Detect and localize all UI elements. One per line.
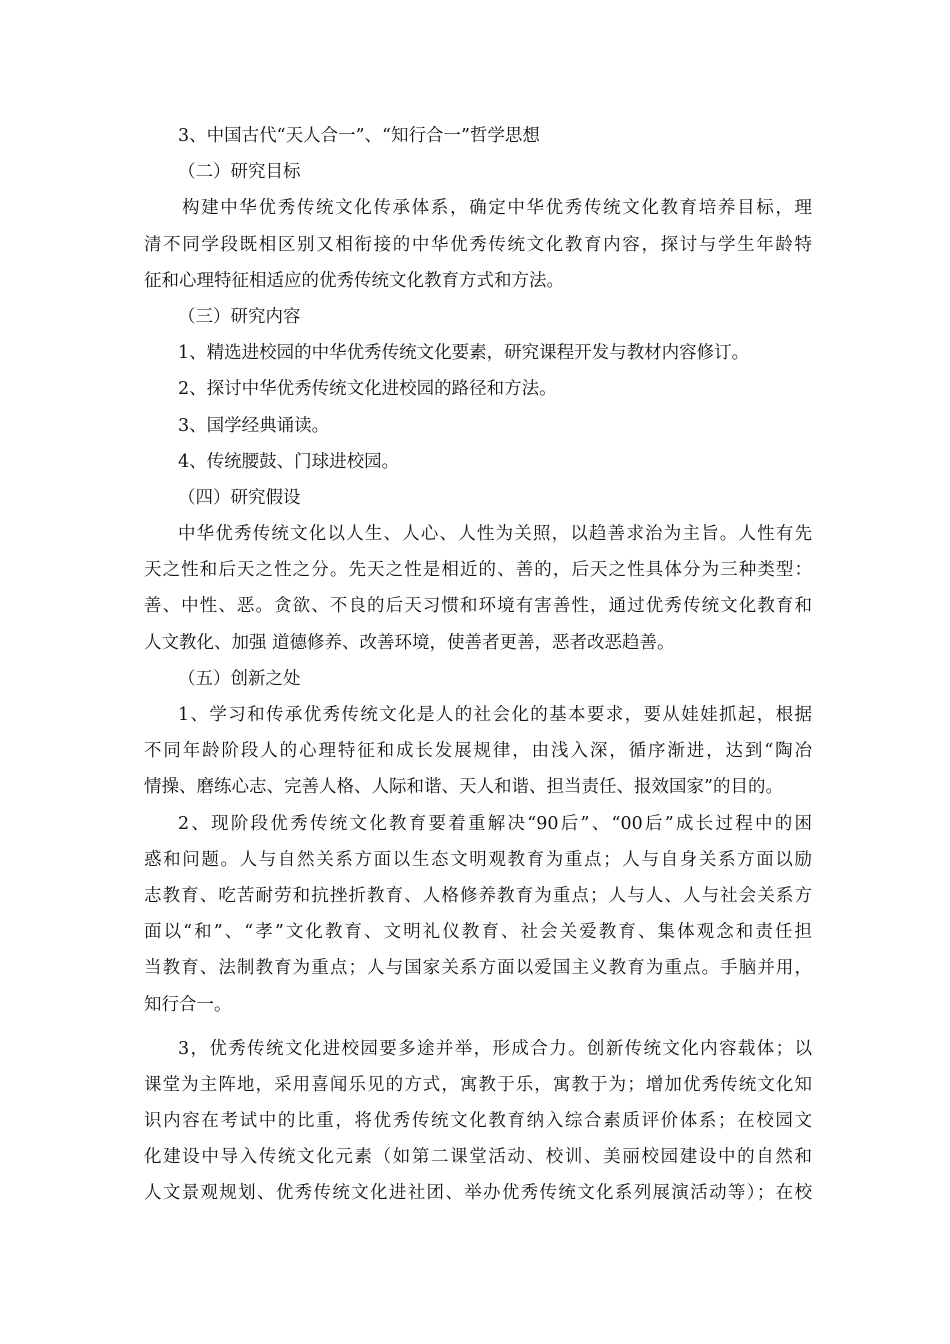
text-line: 人文景观规划、优秀传统文化进社团、举办优秀传统文化系列展演活动等）；在校 (144, 1183, 812, 1204)
text-line: 征和心理特征相适应的优秀传统文化教育方式和方法。 (144, 270, 564, 291)
text-line: 构建中华优秀传统文化传承体系，确定中华优秀传统文化教育培养目标，理 (182, 198, 812, 219)
list-item: 2、探讨中华优秀传统文化进校园的路径和方法。 (178, 379, 557, 400)
text-line: 当教育、法制教育为重点；人与国家关系方面以爱国主义教育为重点。手脑并用， (144, 958, 812, 979)
text-line: 化建设中导入传统文化元素（如第二课堂活动、校训、美丽校园建设中的自然和 (144, 1147, 812, 1168)
text-line: 清不同学段既相区别又相衔接的中华优秀传统文化教育内容，探讨与学生年龄特 (144, 234, 812, 255)
text-line: 不同年龄阶段人的心理特征和成长发展规律，由浅入深，循序渐进，达到“陶冶 (144, 741, 812, 762)
text-line: 志教育、吃苦耐劳和抗挫折教育、人格修养教育为重点；人与人、人与社会关系方 (144, 885, 812, 906)
section-heading: （四）研究假设 (178, 487, 301, 508)
text-line: 3、中国古代“天人合一”、“知行合一”哲学思想 (178, 126, 540, 146)
text-line: 惑和问题。人与自然关系方面以生态文明观教育为重点；人与自身关系方面以励 (144, 849, 812, 870)
section-heading: （三）研究内容 (178, 306, 301, 327)
list-item: 3、国学经典诵读。 (178, 415, 330, 436)
text-line: 课堂为主阵地，采用喜闻乐见的方式，寓教于乐，寓教于为；增加优秀传统文化知 (144, 1074, 812, 1095)
text-line: 1、学习和传承优秀传统文化是人的社会化的基本要求，要从娃娃抓起，根据 (178, 705, 812, 725)
text-line: 2、现阶段优秀传统文化教育要着重解决“90后”、“00后”成长过程中的困 (178, 813, 812, 834)
list-item: 4、传统腰鼓、门球进校园。 (178, 451, 400, 472)
paragraph-gap (144, 1023, 812, 1031)
document-body (144, 118, 812, 1212)
text-line: 天之性和后天之性之分。先天之性是相近的、善的，后天之性具体分为三种类型： (144, 560, 812, 581)
text-line: 情操、磨练心志、完善人格、人际和谐、天人和谐、担当责任、报效国家”的目的。 (144, 777, 783, 798)
text-line: 识内容在考试中的比重，将优秀传统文化教育纳入综合素质评价体系；在校园文 (144, 1111, 812, 1132)
text-line: 知行合一。 (144, 994, 232, 1015)
text-line: 面以“和”、“孝”文化教育、文明礼仪教育、社会关爱教育、集体观念和责任担 (144, 922, 812, 943)
list-item: 1、精选进校园的中华优秀传统文化要素，研究课程开发与教材内容修订。 (178, 343, 750, 364)
section-heading: （五）创新之处 (178, 668, 301, 689)
text-line: 3，优秀传统文化进校园要多途并举，形成合力。创新传统文化内容载体；以 (178, 1038, 812, 1059)
text-line: 善、中性、恶。贪欲、不良的后天习惯和环境有害善性，通过优秀传统文化教育和 (144, 596, 812, 617)
text-line: 人文教化、加强 道德修养、改善环境，使善者更善，恶者改恶趋善。 (144, 632, 675, 653)
section-heading: （二）研究目标 (178, 162, 301, 183)
text-line: 中华优秀传统文化以人生、人心、人性为关照，以趋善求治为主旨。人性有先 (178, 524, 812, 545)
